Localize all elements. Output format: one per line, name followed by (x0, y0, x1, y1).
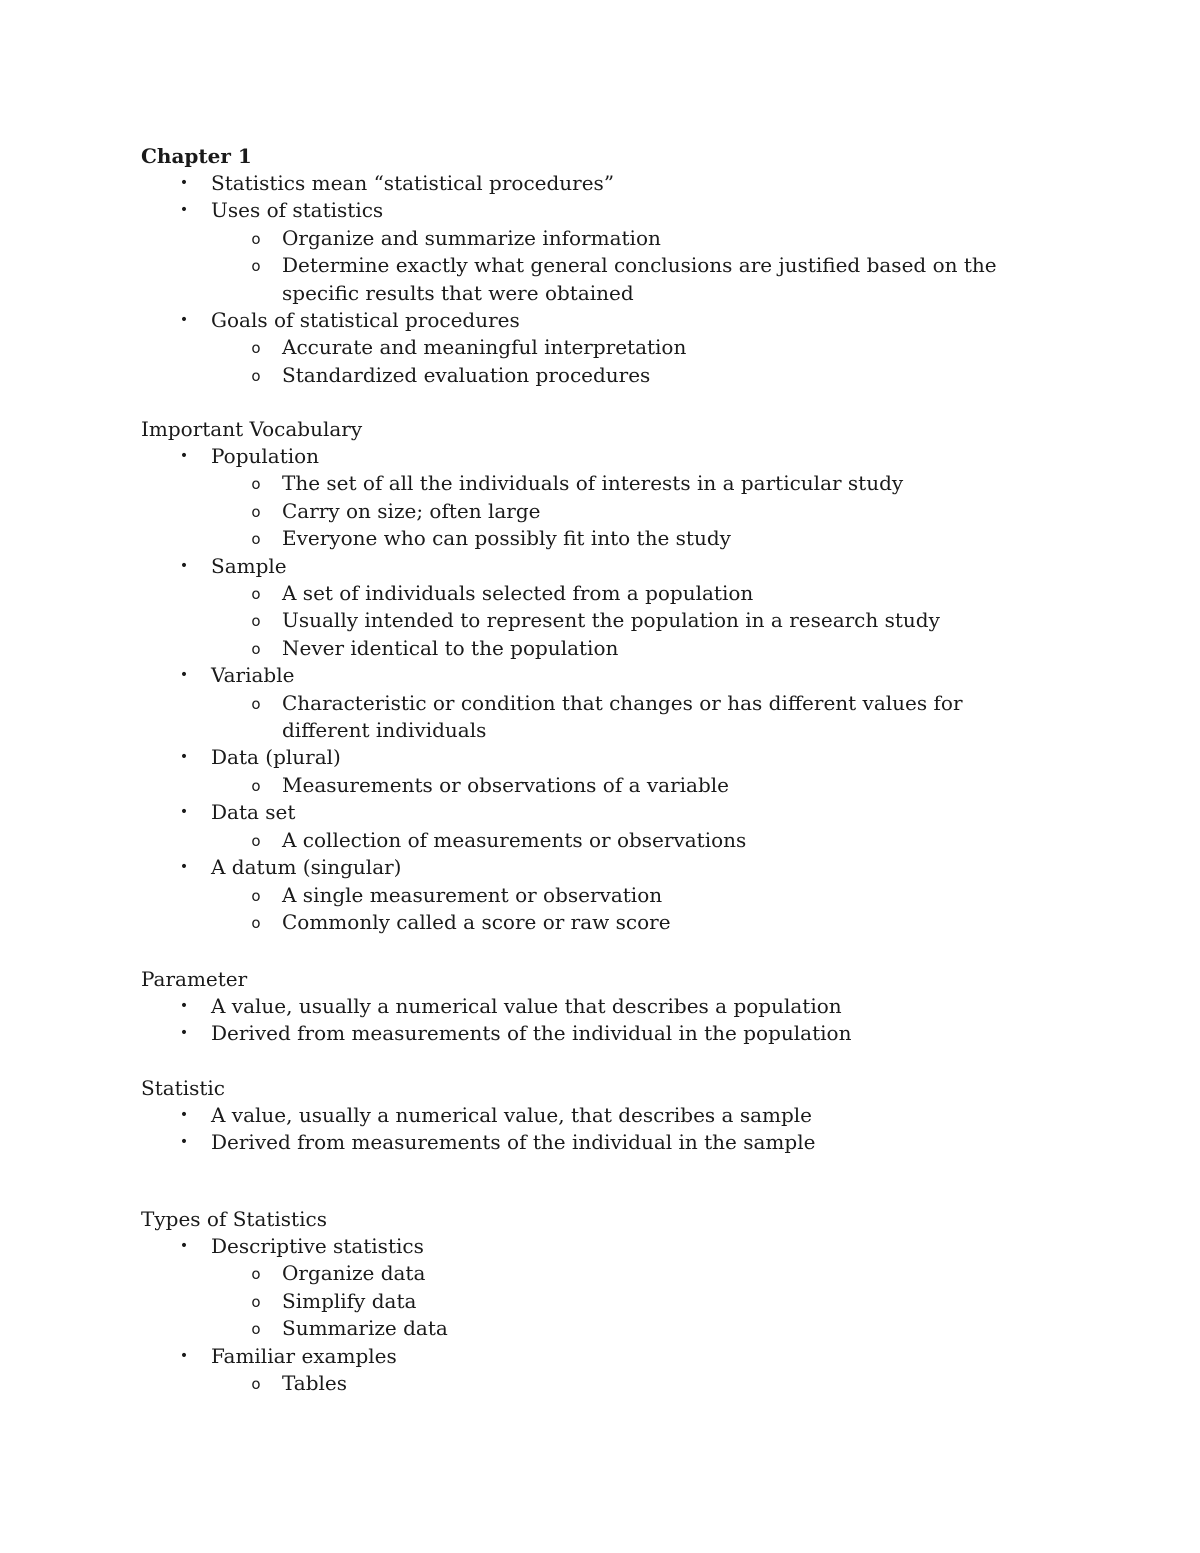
bullet-list (141, 1102, 1041, 1157)
sub-list (211, 690, 1041, 745)
list-item (141, 1020, 1041, 1047)
sub-list-item (211, 690, 1041, 745)
list-item-text: Goals of statistical procedures (211, 308, 520, 333)
bullet-icon: • (179, 1238, 189, 1254)
list-item (141, 854, 1041, 936)
sub-list-item-text: Never identical to the population (282, 635, 619, 660)
sub-bullet-icon: o (251, 1265, 261, 1284)
bullet-list (141, 1233, 1041, 1397)
section-heading: Types of Statistics (141, 1207, 327, 1231)
bullet-icon: • (179, 667, 189, 684)
section-statistic (141, 1074, 1041, 1157)
list-item (141, 307, 1041, 389)
sub-bullet-icon: o (251, 612, 261, 631)
list-item-text: Familiar examples (211, 1343, 397, 1368)
list-item (141, 553, 1041, 663)
list-item-text: A value, usually a numerical value, that describes a sample (211, 1103, 813, 1127)
list-item (141, 1102, 1041, 1129)
sub-list-item (211, 1370, 1041, 1397)
sub-list-item (211, 580, 1041, 607)
list-item (141, 1233, 1041, 1343)
sub-bullet-icon: o (251, 1320, 261, 1339)
sub-list-item-text: Organize data (282, 1261, 426, 1286)
sub-list (211, 1260, 1041, 1342)
list-item-text: Statistics mean “statistical procedures” (211, 171, 615, 195)
sub-list-item-text: Simplify data (282, 1288, 417, 1313)
sub-list-item (211, 909, 1041, 936)
sub-list-item (211, 882, 1041, 909)
bullet-list (141, 443, 1041, 936)
sub-bullet-icon: o (251, 831, 261, 850)
sub-list-item (211, 225, 1041, 252)
sub-list-item (211, 498, 1041, 525)
list-item (141, 170, 1041, 197)
sub-list-item-text: Accurate and meaningful interpretation (282, 335, 687, 360)
list-item (141, 993, 1041, 1020)
bullet-icon: • (179, 1347, 189, 1364)
list-item-text: Sample (211, 553, 287, 578)
bullet-icon: • (179, 175, 189, 191)
sub-list (211, 1370, 1041, 1397)
section-heading: Important Vocabulary (141, 417, 363, 441)
section-heading: Statistic (141, 1076, 225, 1100)
sub-list-item-text: Carry on size; often large (282, 498, 541, 523)
sub-list-item-text: Usually intended to represent the population in a research study (282, 608, 940, 633)
sub-bullet-icon: o (251, 366, 261, 385)
sub-list-item-text: Organize and summarize information (282, 225, 661, 250)
sub-list-item (211, 1315, 1041, 1342)
bullet-icon: • (179, 1107, 189, 1123)
sub-list-item (211, 827, 1041, 854)
sub-list (211, 470, 1041, 552)
list-item-text: Descriptive statistics (211, 1234, 424, 1258)
section-parameter (141, 965, 1041, 1048)
sub-list-item-text: Everyone who can possibly fit into the study (282, 526, 731, 551)
bullet-icon: • (179, 312, 189, 329)
sub-bullet-icon: o (251, 776, 261, 795)
bullet-list (141, 170, 1041, 389)
sub-bullet-icon: o (251, 339, 261, 358)
list-item-text: Population (211, 444, 320, 468)
sub-list-item (211, 1288, 1041, 1315)
section-heading: Parameter (141, 967, 248, 991)
sub-list-item-text: Characteristic or condition that changes or has different values for different individuals (282, 690, 963, 743)
list-item (141, 1129, 1041, 1156)
section-types-of-statistics (141, 1205, 1041, 1397)
bullet-icon: • (179, 1025, 189, 1042)
sub-list-item (211, 362, 1041, 389)
sub-bullet-icon: o (251, 694, 261, 713)
sub-list (211, 772, 1041, 799)
sub-list (211, 827, 1041, 854)
list-item-text: Derived from measurements of the individual in the sample (211, 1130, 816, 1155)
bullet-icon: • (179, 998, 189, 1014)
sub-list (211, 882, 1041, 937)
sub-list-item (211, 635, 1041, 662)
sub-list-item-text: The set of all the individuals of interests in a particular study (282, 471, 904, 496)
sub-list-item (211, 525, 1041, 552)
sub-list-item (211, 1260, 1041, 1287)
bullet-list (141, 993, 1041, 1048)
list-item-text: A value, usually a numerical value that describes a population (211, 994, 842, 1018)
section-important-vocabulary (141, 415, 1041, 936)
bullet-icon: • (179, 1134, 189, 1151)
list-item (141, 443, 1041, 553)
sub-bullet-icon: o (251, 530, 261, 549)
sub-list-item-text: A set of individuals selected from a population (282, 581, 754, 606)
bullet-icon: • (179, 749, 189, 766)
sub-bullet-icon: o (251, 585, 261, 604)
list-item (141, 799, 1041, 854)
sub-list (211, 580, 1041, 662)
bullet-icon: • (179, 557, 189, 574)
sub-bullet-icon: o (251, 257, 261, 276)
sub-list-item (211, 470, 1041, 497)
sub-list-item-text: A single measurement or observation (282, 882, 663, 907)
list-item-text: Variable (211, 663, 295, 688)
sub-list-item-text: Determine exactly what general conclusions are justified based on the specific results that were obtained (282, 253, 997, 305)
sub-bullet-icon: o (251, 475, 261, 494)
list-item (141, 744, 1041, 799)
sub-bullet-icon: o (251, 1375, 261, 1394)
sub-list-item-text: Summarize data (282, 1316, 448, 1341)
sub-bullet-icon: o (251, 886, 261, 905)
list-item-text: Data set (211, 800, 296, 825)
sub-list (211, 225, 1041, 307)
sub-list-item (211, 772, 1041, 799)
sub-bullet-icon: o (251, 1292, 261, 1311)
sub-list-item-text: Commonly called a score or raw score (282, 909, 671, 934)
sub-list-item (211, 252, 1041, 307)
sub-bullet-icon: o (251, 502, 261, 521)
list-item-text: Data (plural) (211, 745, 341, 770)
sub-list-item-text: Tables (282, 1371, 348, 1396)
section-chapter-1 (141, 142, 1041, 389)
list-item (141, 662, 1041, 744)
sub-list-item (211, 607, 1041, 634)
sub-list-item (211, 334, 1041, 361)
sub-list-item-text: Measurements or observations of a variable (282, 772, 730, 797)
list-item-text: Uses of statistics (211, 198, 384, 223)
list-item (141, 1343, 1041, 1398)
bullet-icon: • (179, 448, 189, 464)
bullet-icon: • (179, 202, 189, 219)
sub-bullet-icon: o (251, 639, 261, 658)
sub-list-item-text: A collection of measurements or observations (282, 827, 747, 852)
bullet-icon: • (179, 804, 189, 821)
sub-list (211, 334, 1041, 389)
section-heading: Chapter 1 (141, 144, 252, 168)
list-item (141, 197, 1041, 307)
sub-list-item-text: Standardized evaluation procedures (282, 362, 651, 387)
sub-bullet-icon: o (251, 913, 261, 932)
sub-bullet-icon: o (251, 229, 261, 248)
list-item-text: Derived from measurements of the individual in the population (211, 1021, 852, 1046)
list-item-text: A datum (singular) (211, 855, 402, 880)
bullet-icon: • (179, 859, 189, 876)
